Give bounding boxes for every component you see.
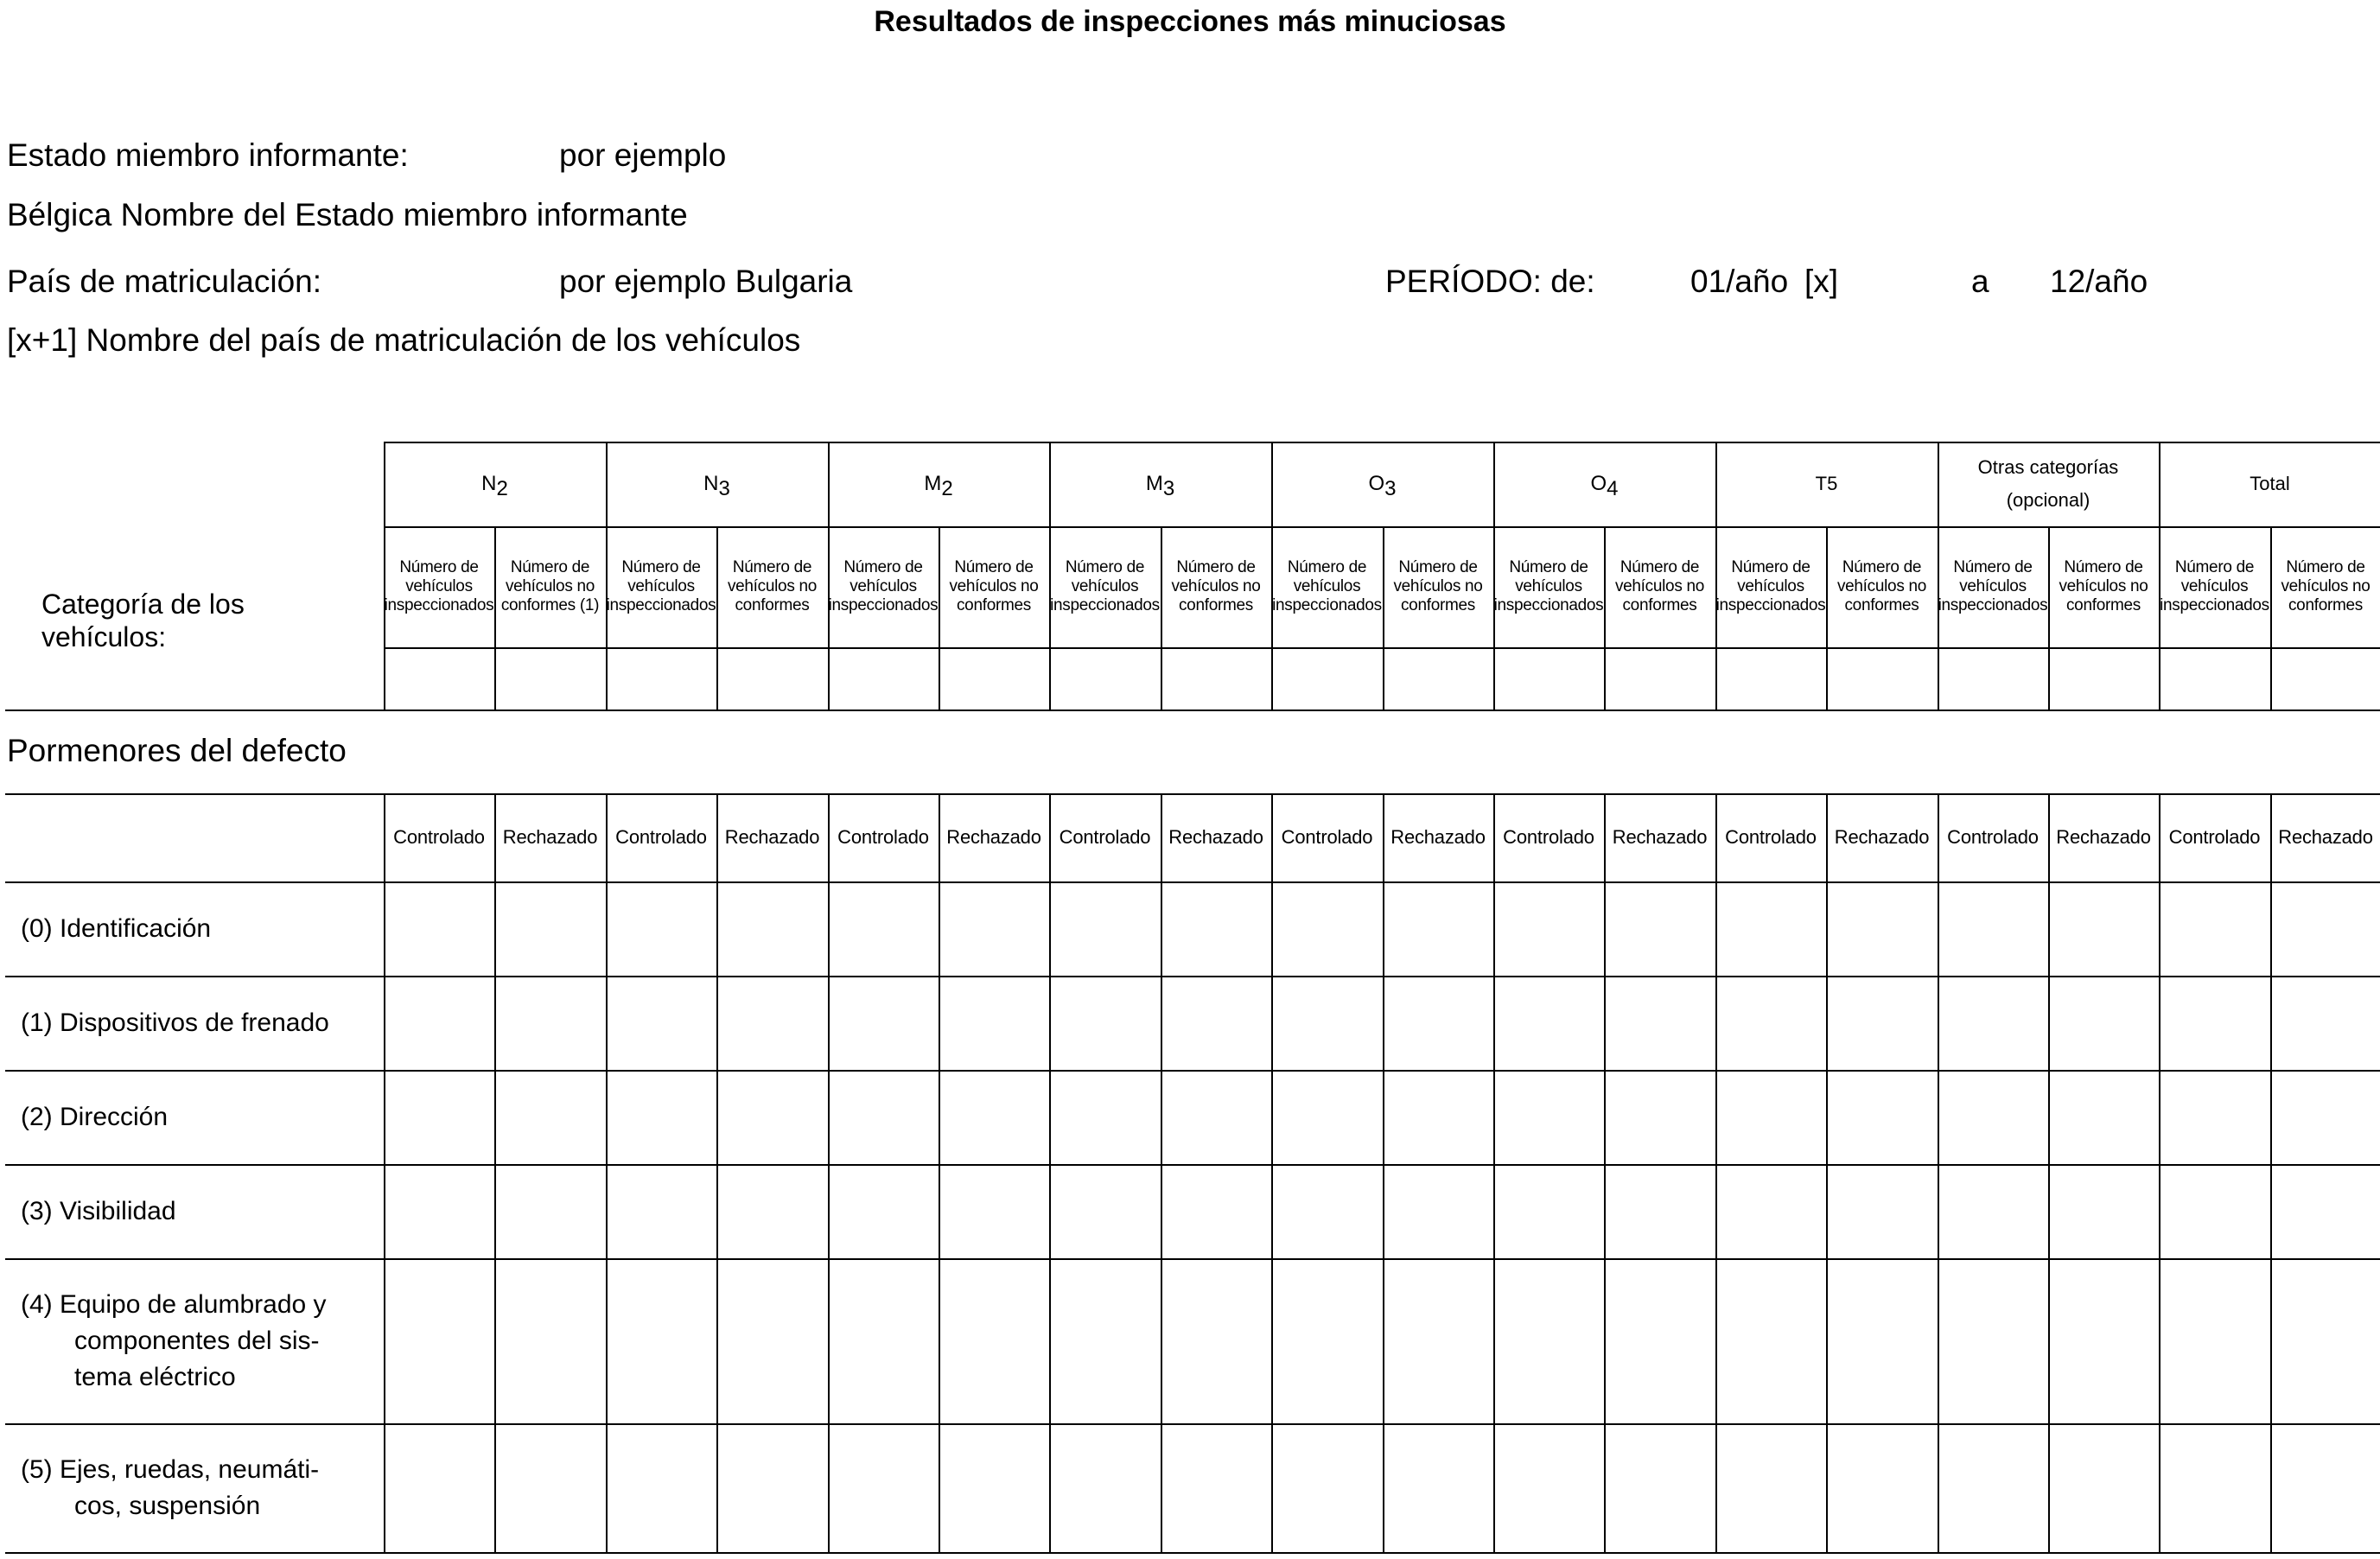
table-cell[interactable] xyxy=(2272,1260,2380,1423)
column-header-subscript: 4 xyxy=(1607,477,1619,500)
grid-line xyxy=(5,710,2380,711)
table-cell[interactable] xyxy=(385,1072,494,1164)
table-cell[interactable] xyxy=(496,1072,606,1164)
controlado-header: Controlado xyxy=(837,826,929,848)
table-cell[interactable] xyxy=(1495,1166,1604,1258)
controlado-header: Controlado xyxy=(1503,826,1594,848)
table-cell[interactable] xyxy=(1606,1072,1715,1164)
count-cell[interactable] xyxy=(1606,649,1715,710)
column-header-base: O xyxy=(1368,472,1385,495)
table-cell[interactable] xyxy=(1384,1072,1493,1164)
table-cell[interactable] xyxy=(1273,1166,1383,1258)
table-cell[interactable] xyxy=(1384,1260,1493,1423)
sub-header-nonconforming: Número de vehículos no conformes xyxy=(949,558,1039,614)
table-cell[interactable] xyxy=(718,1425,828,1552)
defect-row-label xyxy=(21,911,375,947)
column-header xyxy=(1938,442,2159,526)
sub-header-inspected: Número de vehículos inspeccionados xyxy=(1050,558,1160,614)
table-cell[interactable] xyxy=(1606,883,1715,976)
table-cell[interactable] xyxy=(1162,1072,1271,1164)
table-cell[interactable] xyxy=(940,977,1049,1070)
count-cell[interactable] xyxy=(1384,649,1493,710)
count-cell[interactable] xyxy=(1717,649,1826,710)
table-cell[interactable] xyxy=(385,1166,494,1258)
country-line2: [x+1] Nombre del país de matriculación de los vehículos xyxy=(7,322,801,358)
table-cell[interactable] xyxy=(1495,1072,1604,1164)
table-cell[interactable] xyxy=(718,1072,828,1164)
rechazado-header: Rechazado xyxy=(2056,826,2151,848)
table-cell[interactable] xyxy=(1495,883,1604,976)
state-line2: Bélgica Nombre del Estado miembro informante xyxy=(7,197,688,232)
table-cell[interactable] xyxy=(1051,1166,1161,1258)
table-cell[interactable] xyxy=(1939,1260,2048,1423)
controlado-header: Controlado xyxy=(2168,826,2261,848)
table-cell[interactable] xyxy=(2272,1072,2380,1164)
table-cell[interactable] xyxy=(940,1425,1049,1552)
count-cell[interactable] xyxy=(2160,649,2270,710)
table-cell[interactable] xyxy=(385,883,494,976)
table-cell[interactable] xyxy=(1384,977,1493,1070)
sub-header-inspected: Número de vehículos inspeccionados xyxy=(1493,558,1604,614)
sub-header-inspected: Número de vehículos inspeccionados xyxy=(2160,558,2269,614)
column-header xyxy=(1271,442,1493,526)
count-cell[interactable] xyxy=(2050,649,2159,710)
table-cell[interactable] xyxy=(1162,1425,1271,1552)
table-cell[interactable] xyxy=(1717,1260,1826,1423)
count-cell[interactable] xyxy=(940,649,1049,710)
table-cell[interactable] xyxy=(830,1260,939,1423)
table-cell[interactable] xyxy=(718,1260,828,1423)
table-cell[interactable] xyxy=(608,1425,716,1552)
count-cell[interactable] xyxy=(1828,649,1938,710)
sub-header-inspected: Número de vehículos inspeccionados xyxy=(384,558,494,614)
table-cell[interactable] xyxy=(2050,1072,2159,1164)
column-header-base: N xyxy=(481,472,497,495)
controlado-header: Controlado xyxy=(615,826,707,848)
defect-row-label xyxy=(21,1452,375,1524)
defect-row-text: (1) Dispositivos de frenado xyxy=(21,1009,329,1037)
table-cell[interactable] xyxy=(1828,1425,1938,1552)
count-cell[interactable] xyxy=(1273,649,1383,710)
page-title: Resultados de inspecciones más minuciosas xyxy=(874,5,1506,38)
column-header-subscript: 3 xyxy=(1384,477,1397,500)
column-header xyxy=(384,442,606,526)
table-cell[interactable] xyxy=(608,883,716,976)
table-cell[interactable] xyxy=(1828,883,1938,976)
column-header xyxy=(1049,442,1271,526)
table-cell[interactable] xyxy=(385,977,494,1070)
table-cell[interactable] xyxy=(830,1425,939,1552)
defect-row-text: (4) Equipo de alumbrado y xyxy=(21,1290,327,1319)
table-cell[interactable] xyxy=(1273,1425,1383,1552)
table-cell[interactable] xyxy=(1384,1166,1493,1258)
table-cell[interactable] xyxy=(1717,1425,1826,1552)
table-cell[interactable] xyxy=(1495,1260,1604,1423)
defect-row-text: (5) Ejes, ruedas, neumáti- xyxy=(21,1455,320,1484)
table-cell[interactable] xyxy=(830,977,939,1070)
table-cell[interactable] xyxy=(496,1260,606,1423)
table-cell[interactable] xyxy=(385,1425,494,1552)
table-cell[interactable] xyxy=(1273,977,1383,1070)
table-cell[interactable] xyxy=(1606,1260,1715,1423)
column-header-subscript: 3 xyxy=(718,477,730,500)
table-cell[interactable] xyxy=(1828,977,1938,1070)
table-cell[interactable] xyxy=(2160,883,2270,976)
table-cell[interactable] xyxy=(1495,1425,1604,1552)
table-cell[interactable] xyxy=(1273,1260,1383,1423)
count-cell[interactable] xyxy=(608,649,716,710)
table-cell[interactable] xyxy=(940,883,1049,976)
column-header-subscript: 2 xyxy=(496,477,508,500)
table-cell[interactable] xyxy=(2050,1166,2159,1258)
defect-row-text: tema eléctrico xyxy=(74,1363,236,1391)
rechazado-header: Rechazado xyxy=(1168,826,1263,848)
table-cell[interactable] xyxy=(1939,1166,2048,1258)
defect-row-text: (3) Visibilidad xyxy=(21,1197,176,1225)
count-cell[interactable] xyxy=(1051,649,1161,710)
table-cell[interactable] xyxy=(1162,883,1271,976)
column-header-base: Total xyxy=(2250,473,2290,494)
count-cell[interactable] xyxy=(718,649,828,710)
table-cell[interactable] xyxy=(1717,1072,1826,1164)
table-cell[interactable] xyxy=(830,1166,939,1258)
table-cell[interactable] xyxy=(1606,1166,1715,1258)
table-cell[interactable] xyxy=(1495,977,1604,1070)
table-cell[interactable] xyxy=(608,977,716,1070)
period-to: 12/año xyxy=(2050,264,2148,299)
defect-row-text: componentes del sis- xyxy=(74,1327,320,1355)
table-cell[interactable] xyxy=(1051,883,1161,976)
table-cell[interactable] xyxy=(1717,1166,1826,1258)
period-from: 01/año xyxy=(1690,264,1789,299)
table-cell[interactable] xyxy=(1051,1425,1161,1552)
count-cell[interactable] xyxy=(385,649,494,710)
column-header xyxy=(1493,442,1715,526)
count-cell[interactable] xyxy=(1495,649,1604,710)
table-cell[interactable] xyxy=(1939,977,2048,1070)
grid-line xyxy=(5,1552,2380,1554)
table-cell[interactable] xyxy=(1717,883,1826,976)
table-cell[interactable] xyxy=(718,977,828,1070)
table-cell[interactable] xyxy=(1828,1260,1938,1423)
table-cell[interactable] xyxy=(830,883,939,976)
table-cell[interactable] xyxy=(940,1166,1049,1258)
table-cell[interactable] xyxy=(2050,977,2159,1070)
table-cell[interactable] xyxy=(1162,977,1271,1070)
sub-header-nonconforming: Número de vehículos no conformes xyxy=(1171,558,1261,614)
count-cell[interactable] xyxy=(2272,649,2380,710)
table-cell[interactable] xyxy=(2272,883,2380,976)
defect-row-text: (0) Identificación xyxy=(21,914,212,943)
defect-row-text: (2) Dirección xyxy=(21,1103,169,1131)
table-cell[interactable] xyxy=(1606,977,1715,1070)
sub-header-inspected: Número de vehículos inspeccionados xyxy=(606,558,716,614)
rechazado-header: Rechazado xyxy=(2278,826,2373,848)
column-header-note: (opcional) xyxy=(2006,489,2090,511)
rechazado-header: Rechazado xyxy=(1390,826,1486,848)
defect-row-label xyxy=(21,1287,375,1396)
table-cell[interactable] xyxy=(1051,1072,1161,1164)
column-header-base: M xyxy=(924,472,942,495)
table-cell[interactable] xyxy=(1828,1072,1938,1164)
table-cell[interactable] xyxy=(385,1260,494,1423)
sub-header-inspected: Número de vehículos inspeccionados xyxy=(1272,558,1382,614)
table-cell[interactable] xyxy=(2050,1425,2159,1552)
table-cell[interactable] xyxy=(718,883,828,976)
table-cell[interactable] xyxy=(1051,977,1161,1070)
state-label: Estado miembro informante: xyxy=(7,137,409,173)
table-cell[interactable] xyxy=(608,1166,716,1258)
column-header-base: M xyxy=(1145,472,1163,495)
count-cell[interactable] xyxy=(496,649,606,710)
column-header-base: N xyxy=(703,472,719,495)
column-header xyxy=(828,442,1049,526)
table-cell[interactable] xyxy=(2272,1166,2380,1258)
column-header-base: O xyxy=(1590,472,1607,495)
rechazado-header: Rechazado xyxy=(946,826,1041,848)
table-cell[interactable] xyxy=(1051,1260,1161,1423)
rechazado-header: Rechazado xyxy=(502,826,598,848)
count-cell[interactable] xyxy=(1939,649,2048,710)
state-value: por ejemplo xyxy=(559,137,727,173)
sub-header-nonconforming: Número de vehículos no conformes xyxy=(2059,558,2148,614)
table-cell[interactable] xyxy=(1273,883,1383,976)
sub-header-nonconforming: Número de vehículos no conformes (1) xyxy=(500,558,600,614)
sub-header-nonconforming: Número de vehículos no conformes xyxy=(727,558,818,614)
table-cell[interactable] xyxy=(2160,1166,2270,1258)
table-cell[interactable] xyxy=(496,977,606,1070)
table-cell[interactable] xyxy=(2160,977,2270,1070)
controlado-header: Controlado xyxy=(393,826,485,848)
period-a: a xyxy=(1971,264,1989,299)
table-cell[interactable] xyxy=(1939,1425,2048,1552)
table-cell[interactable] xyxy=(608,1072,716,1164)
table-cell[interactable] xyxy=(1939,883,2048,976)
sub-header-nonconforming: Número de vehículos no conformes xyxy=(2281,558,2370,614)
count-cell[interactable] xyxy=(1162,649,1271,710)
defect-row-label xyxy=(21,1005,375,1041)
defect-section-label: Pormenores del defecto xyxy=(7,733,347,768)
controlado-header: Controlado xyxy=(1059,826,1151,848)
sub-header-nonconforming: Número de vehículos no conformes xyxy=(1614,558,1705,614)
country-label: País de matriculación: xyxy=(7,264,322,299)
table-cell[interactable] xyxy=(496,883,606,976)
column-header-subscript: 2 xyxy=(941,477,953,500)
period-label: PERÍODO: de: xyxy=(1385,264,1595,299)
table-cell[interactable] xyxy=(2160,1425,2270,1552)
column-header xyxy=(1715,442,1938,526)
sub-header-inspected: Número de vehículos inspeccionados xyxy=(828,558,939,614)
table-cell[interactable] xyxy=(1717,977,1826,1070)
table-cell[interactable] xyxy=(2050,883,2159,976)
table-cell[interactable] xyxy=(1384,1425,1493,1552)
sub-header-nonconforming: Número de vehículos no conformes xyxy=(1393,558,1483,614)
table-cell[interactable] xyxy=(496,1166,606,1258)
table-cell[interactable] xyxy=(940,1260,1049,1423)
column-header-subscript: 3 xyxy=(1162,477,1175,500)
table-cell[interactable] xyxy=(2050,1260,2159,1423)
column-header-base: Otras categorías xyxy=(1977,456,2119,478)
period-from-x: [x] xyxy=(1804,264,1839,299)
table-cell[interactable] xyxy=(1273,1072,1383,1164)
rechazado-header: Rechazado xyxy=(1612,826,1708,848)
table-cell[interactable] xyxy=(1162,1260,1271,1423)
table-cell[interactable] xyxy=(1606,1425,1715,1552)
table-cell[interactable] xyxy=(2272,977,2380,1070)
defect-row-label xyxy=(21,1099,375,1136)
controlado-header: Controlado xyxy=(1947,826,2039,848)
table-cell[interactable] xyxy=(1828,1166,1938,1258)
rechazado-header: Rechazado xyxy=(724,826,820,848)
count-cell[interactable] xyxy=(830,649,939,710)
defect-row-label xyxy=(21,1193,375,1230)
table-cell[interactable] xyxy=(1384,883,1493,976)
table-cell[interactable] xyxy=(2160,1072,2270,1164)
category-label: Categoría de los vehículos: xyxy=(41,589,245,652)
table-cell[interactable] xyxy=(940,1072,1049,1164)
controlado-header: Controlado xyxy=(1281,826,1373,848)
country-value: por ejemplo Bulgaria xyxy=(559,264,853,299)
sub-header-inspected: Número de vehículos inspeccionados xyxy=(1938,558,2048,614)
table-cell[interactable] xyxy=(496,1425,606,1552)
table-cell[interactable] xyxy=(1939,1072,2048,1164)
table-cell[interactable] xyxy=(718,1166,828,1258)
table-cell[interactable] xyxy=(830,1072,939,1164)
column-header xyxy=(2159,442,2380,526)
table-cell[interactable] xyxy=(2160,1260,2270,1423)
defect-row-text: cos, suspensión xyxy=(74,1492,261,1520)
sub-header-inspected: Número de vehículos inspeccionados xyxy=(1715,558,1826,614)
table-cell[interactable] xyxy=(608,1260,716,1423)
table-cell[interactable] xyxy=(2272,1425,2380,1552)
table-cell[interactable] xyxy=(1162,1166,1271,1258)
sub-header-nonconforming: Número de vehículos no conformes xyxy=(1836,558,1927,614)
controlado-header: Controlado xyxy=(1725,826,1817,848)
column-header xyxy=(606,442,828,526)
column-header-base: T5 xyxy=(1815,473,1838,494)
rechazado-header: Rechazado xyxy=(1834,826,1930,848)
